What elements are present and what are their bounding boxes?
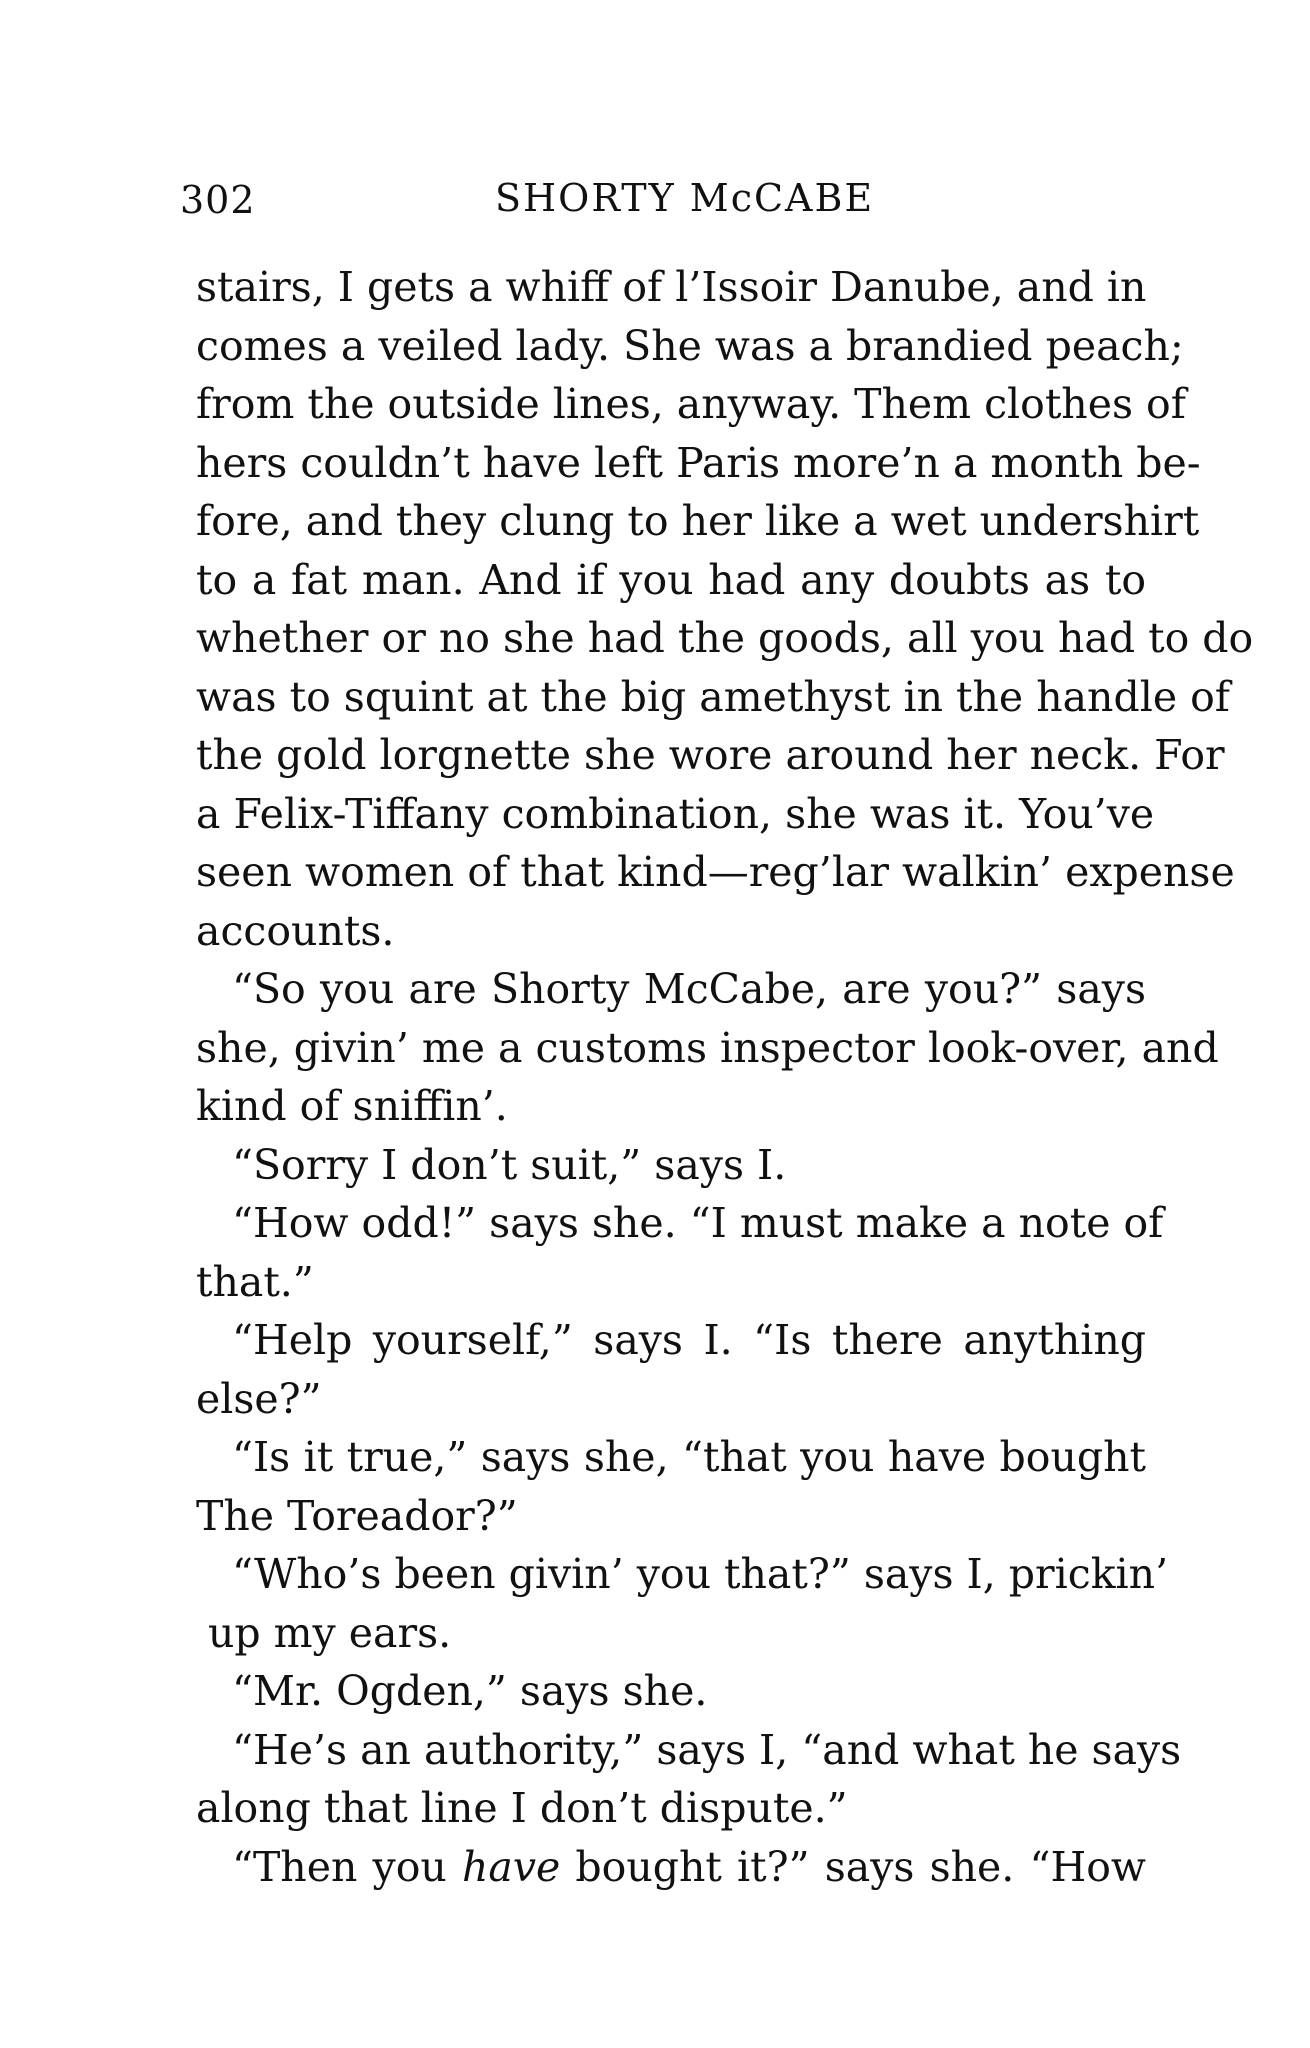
text-line: comes a veiled lady. She was a brandied peach;: [196, 321, 1184, 370]
text-line: “Sorry I don’t suit,” says I.: [232, 1140, 787, 1189]
text-line: “Mr. Ogden,” says she.: [232, 1667, 708, 1715]
text-line: seen women of that kind—reg’lar walkin’ expense: [196, 848, 1235, 896]
text-line: “Who’s been givin’ you that?” says I, prickin’: [232, 1550, 1169, 1598]
text-line: was to squint at the big amethyst in the handle of: [196, 672, 1230, 721]
text-line: up my ears.: [208, 1608, 452, 1657]
text-line: accounts.: [196, 906, 395, 955]
text-line: along that line I don’t dispute.”: [196, 1784, 848, 1832]
text-line: she, givin’ me a customs inspector look-over, and: [196, 1023, 1219, 1072]
text-line: else?”: [196, 1374, 322, 1423]
body-text: [196, 258, 1254, 1896]
text-line: “Is it true,” says she, “that you have bought: [232, 1433, 1146, 1481]
text-segment: “Then you: [232, 1842, 462, 1891]
text-line: whether or no she had the goods, all you had to do: [196, 614, 1254, 662]
text-line-last: [196, 1838, 1146, 1897]
text-line: fore, and they clung to her like a wet undershirt: [196, 497, 1200, 545]
text-line: hers couldn’t have left Paris more’n a month be-: [196, 438, 1201, 487]
running-head: SHORTY McCABE: [495, 176, 875, 220]
text-line: “So you are Shorty McCabe, are you?” says: [232, 965, 1146, 1013]
text-line: “Help yourself,” says I. “Is there anything: [232, 1316, 1146, 1364]
page-header: [0, 168, 1310, 228]
text-line: that.”: [196, 1257, 314, 1306]
text-line: from the outside lines, anyway. Them clothes of: [196, 380, 1186, 428]
text-line: the gold lorgnette she wore around her neck. For: [196, 731, 1225, 779]
text-line: a Felix-Tiffany combination, she was it. You’ve: [196, 789, 1155, 838]
emphasized-word: have: [461, 1842, 561, 1891]
text-line: to a fat man. And if you had any doubts as to: [196, 555, 1146, 604]
text-line: “He’s an authority,” says I, “and what he says: [232, 1725, 1182, 1774]
text-line: The Toreador?”: [196, 1491, 518, 1540]
text-line: “How odd!” says she. “I must make a note of: [232, 1199, 1164, 1247]
text-line: stairs, I gets a whiff of l’Issoir Danube, and in: [196, 263, 1147, 311]
page-number: 302: [180, 178, 256, 222]
text-segment: bought it?” says she. “How: [560, 1842, 1146, 1891]
text-line: kind of sniffin’.: [196, 1082, 508, 1130]
